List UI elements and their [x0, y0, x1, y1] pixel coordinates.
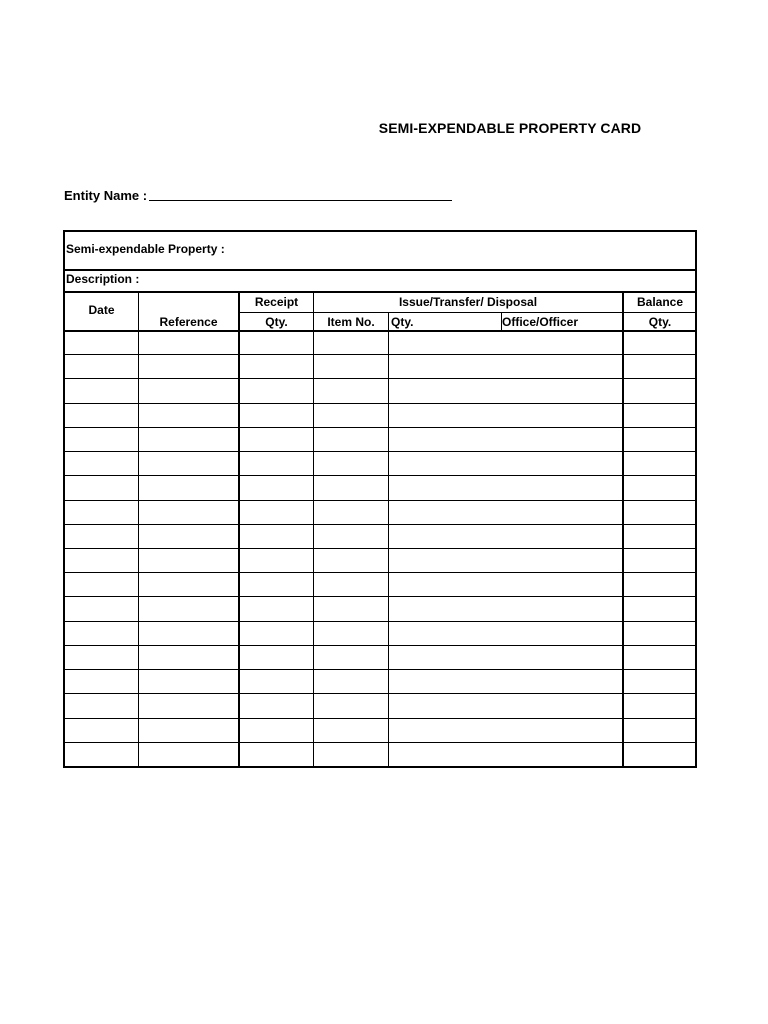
table-row-line: [65, 378, 695, 379]
property-card-table: [63, 230, 697, 768]
header-receipt: Receipt: [254, 295, 299, 309]
table-row-line: [65, 596, 695, 597]
column-line: [501, 312, 502, 331]
entity-name-field[interactable]: [64, 187, 452, 203]
column-line: [313, 291, 314, 766]
form-title: SEMI-EXPENDABLE PROPERTY CARD: [378, 120, 642, 136]
table-row-line: [65, 621, 695, 622]
entity-name-line[interactable]: [149, 187, 452, 201]
header-item-no: Item No.: [327, 315, 375, 329]
table-row-line: [65, 524, 695, 525]
header-reference: Reference: [159, 315, 218, 329]
table-row-line: [65, 475, 695, 476]
divider: [239, 312, 695, 313]
table-row-line: [65, 500, 695, 501]
header-issue-transfer-disposal: Issue/Transfer/ Disposal: [398, 295, 538, 309]
table-row-line: [65, 693, 695, 694]
header-office-officer: Office/Officer: [502, 315, 579, 329]
divider: [65, 291, 695, 293]
header-balance: Balance: [636, 295, 684, 309]
table-row-line: [65, 669, 695, 670]
header-receipt-qty: Qty.: [265, 315, 288, 329]
column-line: [388, 312, 389, 766]
header-balance-qty: Qty.: [648, 315, 672, 329]
divider: [65, 330, 695, 332]
table-row-line: [65, 645, 695, 646]
table-row-line: [65, 354, 695, 355]
table-row-line: [65, 403, 695, 404]
table-row-line: [65, 548, 695, 549]
table-row-line: [65, 742, 695, 743]
header-issue-qty: Qty.: [391, 315, 414, 329]
description-label: Description :: [66, 272, 140, 286]
column-line: [238, 291, 240, 766]
column-line: [622, 291, 624, 766]
divider: [65, 269, 695, 271]
table-row-line: [65, 572, 695, 573]
table-row-line: [65, 718, 695, 719]
column-line: [138, 291, 139, 766]
entity-name-label: Entity Name :: [64, 188, 148, 203]
header-date: Date: [88, 303, 115, 317]
table-row-line: [65, 427, 695, 428]
table-row-line: [65, 451, 695, 452]
property-label: Semi-expendable Property :: [66, 242, 225, 256]
